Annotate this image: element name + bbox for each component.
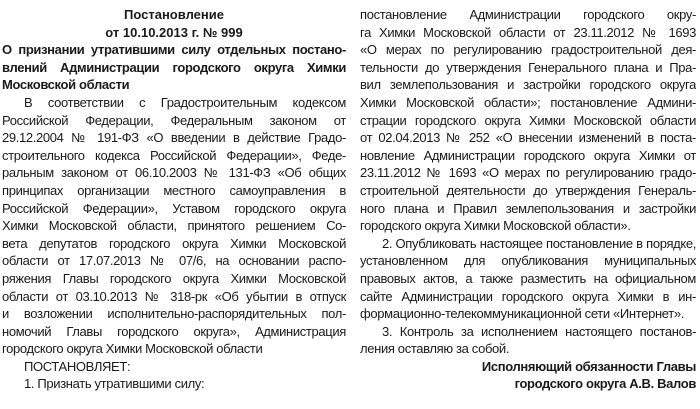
body-line: Химки Московской области, принятого решением Со-: [2, 218, 346, 234]
body-line: строительной деятельности до утверждения Генераль-: [360, 182, 696, 198]
item-3-line: ления оставляю за собой.: [360, 341, 510, 357]
item-2-line: формационно-телекоммуникационной сети «Интернет».: [360, 306, 684, 322]
body-line: ряжения Главы городского округа Химки Московской: [2, 270, 346, 286]
body-line: ральным законом от 06.10.2003 № 131-ФЗ «Об общих: [2, 165, 346, 181]
body-line: строительного кодекса Российской Федерации», Феде-: [2, 147, 346, 163]
body-line: ного плана и Правил землепользования и застройки: [360, 200, 696, 216]
body-line: Российской Федерации, Федеральным законом от: [2, 112, 346, 128]
document-date-number: от 10.10.2013 г. № 999: [105, 24, 243, 40]
left-column: [2, 0, 346, 393]
body-line: 29.12.2004 № 191-ФЗ «О введении в действие Градо-: [2, 130, 346, 146]
body-line: страции городского округа Химки Московской области: [360, 112, 696, 128]
item-1: 1. Признать утратившими силу:: [24, 376, 205, 392]
body-line: от 02.04.2013 № 252 «О внесении изменений в поста-: [360, 130, 696, 146]
body-line: В соответствии с Градостроительным кодексом: [24, 94, 346, 110]
decree-word: ПОСТАНОВЛЯЕТ:: [24, 358, 131, 374]
subject-line: влений Администрации городского округа Химки: [2, 59, 346, 75]
item-2: 2. Опубликовать настоящее постановление в порядке,: [382, 235, 696, 251]
document-heading: Постановление: [124, 7, 224, 22]
body-line: Химки Московской области»; постановление Админи-: [360, 94, 696, 110]
body-line: городского округа Химки Московской области».: [360, 218, 631, 234]
body-line: постановление Администрации городского окру-: [360, 7, 696, 22]
body-line: области от 17.07.2013 № 07/6, на основании распо-: [2, 253, 346, 269]
body-line: новление Администрации городского округа Химки от: [360, 147, 696, 163]
signature-title: Исполняющий обязанности Главы: [481, 358, 696, 374]
body-line: вета депутатов городского округа Химки Московской: [2, 235, 346, 251]
body-line: принципах организации местного самоуправления в: [2, 182, 346, 198]
body-line: городского округа Химки Московской области: [2, 341, 263, 357]
signature-name: городского округа А.В. Валов: [514, 376, 696, 392]
body-line: тельности до утверждения Генерального плана и Пра-: [360, 59, 696, 75]
right-column: [360, 0, 696, 393]
body-line: и возложении исполнительно-распорядительных пол-: [2, 306, 346, 322]
item-2-line: установленном для опубликования муниципальных: [360, 253, 696, 269]
body-line: 23.11.2012 № 1693 «О мерах по регулированию градо-: [360, 165, 696, 181]
body-line: «О мерах по регулированию градостроительной дея-: [360, 42, 696, 58]
item-3: 3. Контроль за исполнением настоящего постанов-: [382, 323, 696, 339]
body-line: Российской Федерации», Уставом городского округа: [2, 200, 346, 216]
item-2-line: сайте Администрации городского округа Химки в ин-: [360, 288, 696, 304]
body-line: вил землепользования и застройки городского округа: [360, 77, 696, 93]
subject-line: О признании утратившими силу отдельных постано-: [2, 42, 346, 58]
body-line: области от 03.10.2013 № 318-рк «Об убытии в отпуск: [2, 288, 346, 304]
body-line: га Химки Московской области от 23.11.2012 № 1693: [360, 24, 696, 40]
item-2-line: правовых актов, а также разместить на официальном: [360, 270, 696, 286]
body-line: номочий Главы городского округа», Администрация: [2, 323, 346, 339]
subject-line: Московской области: [2, 77, 130, 93]
